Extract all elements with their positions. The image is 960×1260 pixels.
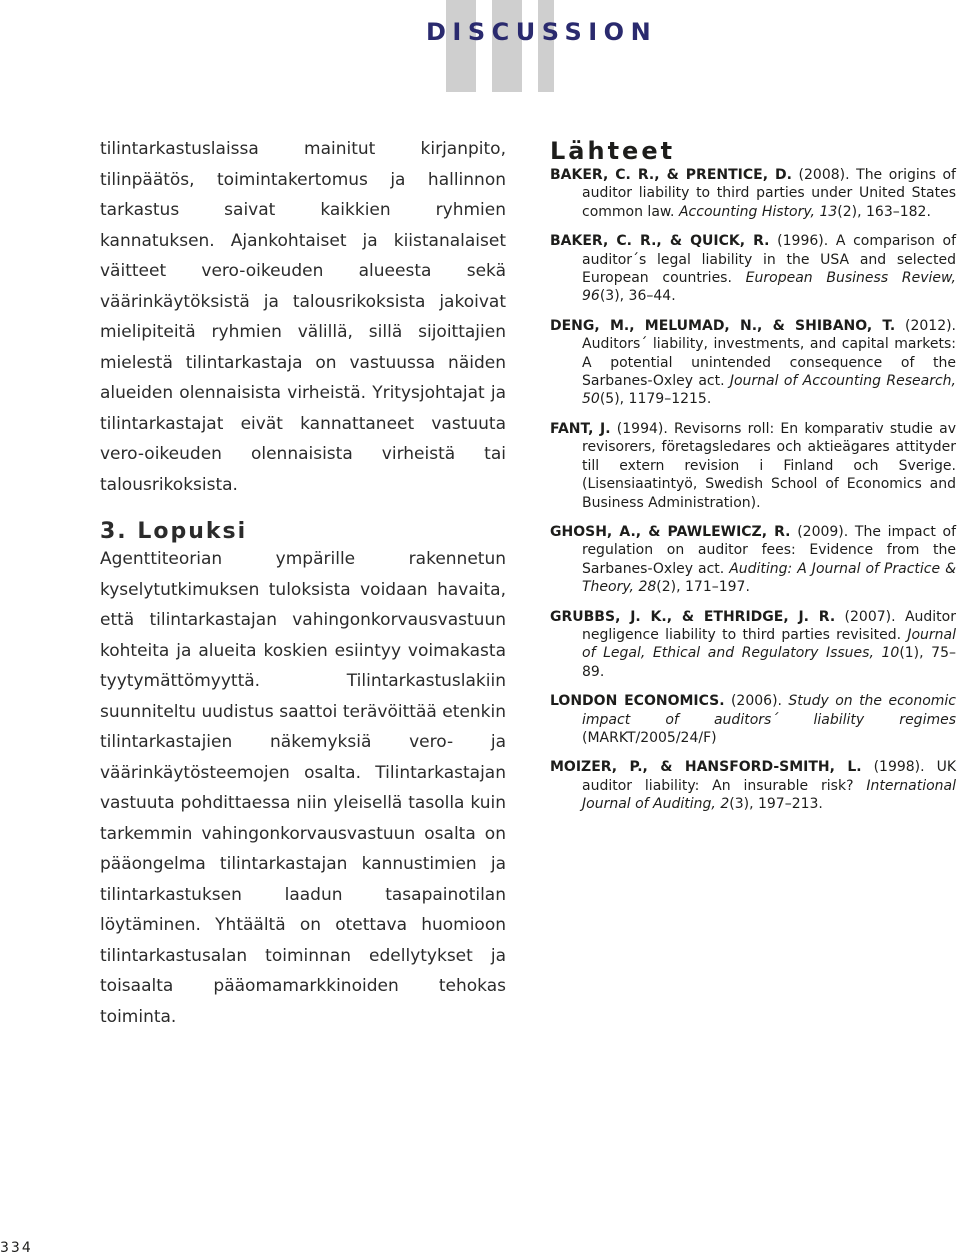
reference-authors: GHOSH, A., & PAWLEWICZ, R. [550, 523, 791, 540]
reference-text: (1998). UK auditor liability: An insurable risk? [582, 759, 956, 794]
reference-item [550, 420, 956, 512]
section-heading: 3. Lopuksi [100, 519, 248, 544]
reference-text: (2012). Auditors´ liability, investments, and capital markets: A potential unintended consequence of the Sarbanes-Oxley act. [582, 317, 957, 390]
header-decoration-bar [446, 0, 476, 92]
reference-item [550, 523, 956, 597]
reference-source: Journal of Legal, Ethical and Regulatory Issues, 10 [582, 626, 956, 662]
reference-details: (1), 75–89. [582, 645, 957, 680]
reference-item [550, 758, 956, 813]
body-paragraph: tilintarkastuslaissa mainitut kirjanpito, tilinpäätös, toimintakertomus ja hallinnon tarkastus saivat kaikkien ryhmien kannatuksen. Ajankohtaiset ja kiistanalaiset väitteet vero-oikeuden alueesta sekä väärinkäytöksistä ja talousrikoksista jakoivat mielipiteitä ryhmien välillä, sillä sijoittajien mielestä tilintarkastaja on vastuussa näiden alueiden olennaisista virheistä. Yritysjohtajat ja tilintarkastajat eivät kannattaneet vastuuta vero-oikeuden olennaisista virheistä tai talousrikoksista. [100, 139, 506, 495]
reference-source: International Journal of Auditing, 2 [582, 777, 956, 813]
reference-text: (1994). Revisorns roll: En komparativ studie av revisorers, företagsledares och aktieägares attityder till extern revision i Finland och Sverige. (Lisensiaatintyö, Swedish School of Economics and Business Administration). [582, 420, 956, 511]
reference-item [550, 317, 956, 409]
reference-details: (2), 163–182. [837, 203, 931, 220]
reference-authors: GRUBBS, J. K., & ETHRIDGE, J. R. [550, 608, 836, 625]
reference-source: European Business Review, 96 [582, 270, 956, 305]
reference-authors: BAKER, C. R., & PRENTICE, D. [550, 167, 792, 183]
reference-details: (3), 197–213. [729, 796, 823, 813]
reference-source: Accounting History, 13 [678, 203, 838, 220]
reference-item [550, 166, 956, 221]
reference-authors: DENG, M., MELUMAD, N., & SHIBANO, T. [550, 317, 896, 334]
reference-text: (2009). The impact of regulation on auditor fees: Evidence from the Sarbanes-Oxley act. [582, 523, 957, 577]
section-title: DISCUSSION [426, 18, 658, 46]
reference-authors: FANT, J. [550, 420, 611, 437]
reference-source: Journal of Accounting Research, 50 [582, 373, 956, 408]
reference-source: Auditing: A Journal of Practice & Theory, 28 [582, 560, 956, 596]
reference-item [550, 232, 956, 306]
body-paragraph: Agenttiteorian ympärille rakennetun kyselytutkimuksen tuloksista voidaan havaita, että tilintarkastajan vahingonkorvausvastuun kohteita ja alueita koskien esiintyy voimakasta tyytymättömyyttä. Tilintarkastuslakiin suunniteltu uudistus saattoi terävöittää etenkin tilintarkastajien näkemyksiä vero- ja väärinkäytösteemojen osalta. Tilintarkastajan vastuuta pohdittaessa niin yleisellä tasolla kuin tarkemmin vahingonkorvausvastuun osalta on pääongelma tilintarkastajan kannustimien ja tilintarkastuksen laadun tasapainotilan löytäminen. Yhtäältä on otettava huomioon tilintarkastusalan toiminnan edellytykset ja toisaalta pääomamarkkinoiden tehokas toiminta. [100, 549, 506, 1027]
reference-authors: LONDON ECONOMICS. [550, 693, 725, 710]
reference-source: Study on the economic impact of auditors´ liability regimes [582, 693, 956, 728]
reference-text: (2007). Auditor negligence liability to third parties revisited. [582, 608, 956, 643]
reference-item [550, 692, 956, 747]
reference-authors: BAKER, C. R., & QUICK, R. [550, 233, 770, 250]
reference-authors: MOIZER, P., & HANSFORD-SMITH, L. [550, 759, 862, 776]
reference-text: (2006). [724, 693, 789, 710]
reference-details: (MARKT/2005/24/F) [582, 729, 717, 746]
body-text-column [100, 134, 506, 1032]
reference-item [550, 608, 956, 682]
references-column [550, 136, 956, 825]
reference-text: (1996). A comparison of auditor´s legal liability in the USA and selected European countries. [582, 233, 956, 287]
header-decoration-bar [538, 0, 554, 92]
reference-details: (2), 171–197. [656, 579, 750, 596]
reference-details: (5), 1179–1215. [599, 391, 712, 408]
reference-text: (2008). The origins of auditor liability to third parties under United States common law. [582, 167, 956, 220]
page-number: 334 [0, 1240, 33, 1256]
reference-details: (3), 36–44. [599, 288, 676, 305]
references-heading: Lähteet [550, 137, 676, 165]
header-decoration-bar [492, 0, 522, 92]
